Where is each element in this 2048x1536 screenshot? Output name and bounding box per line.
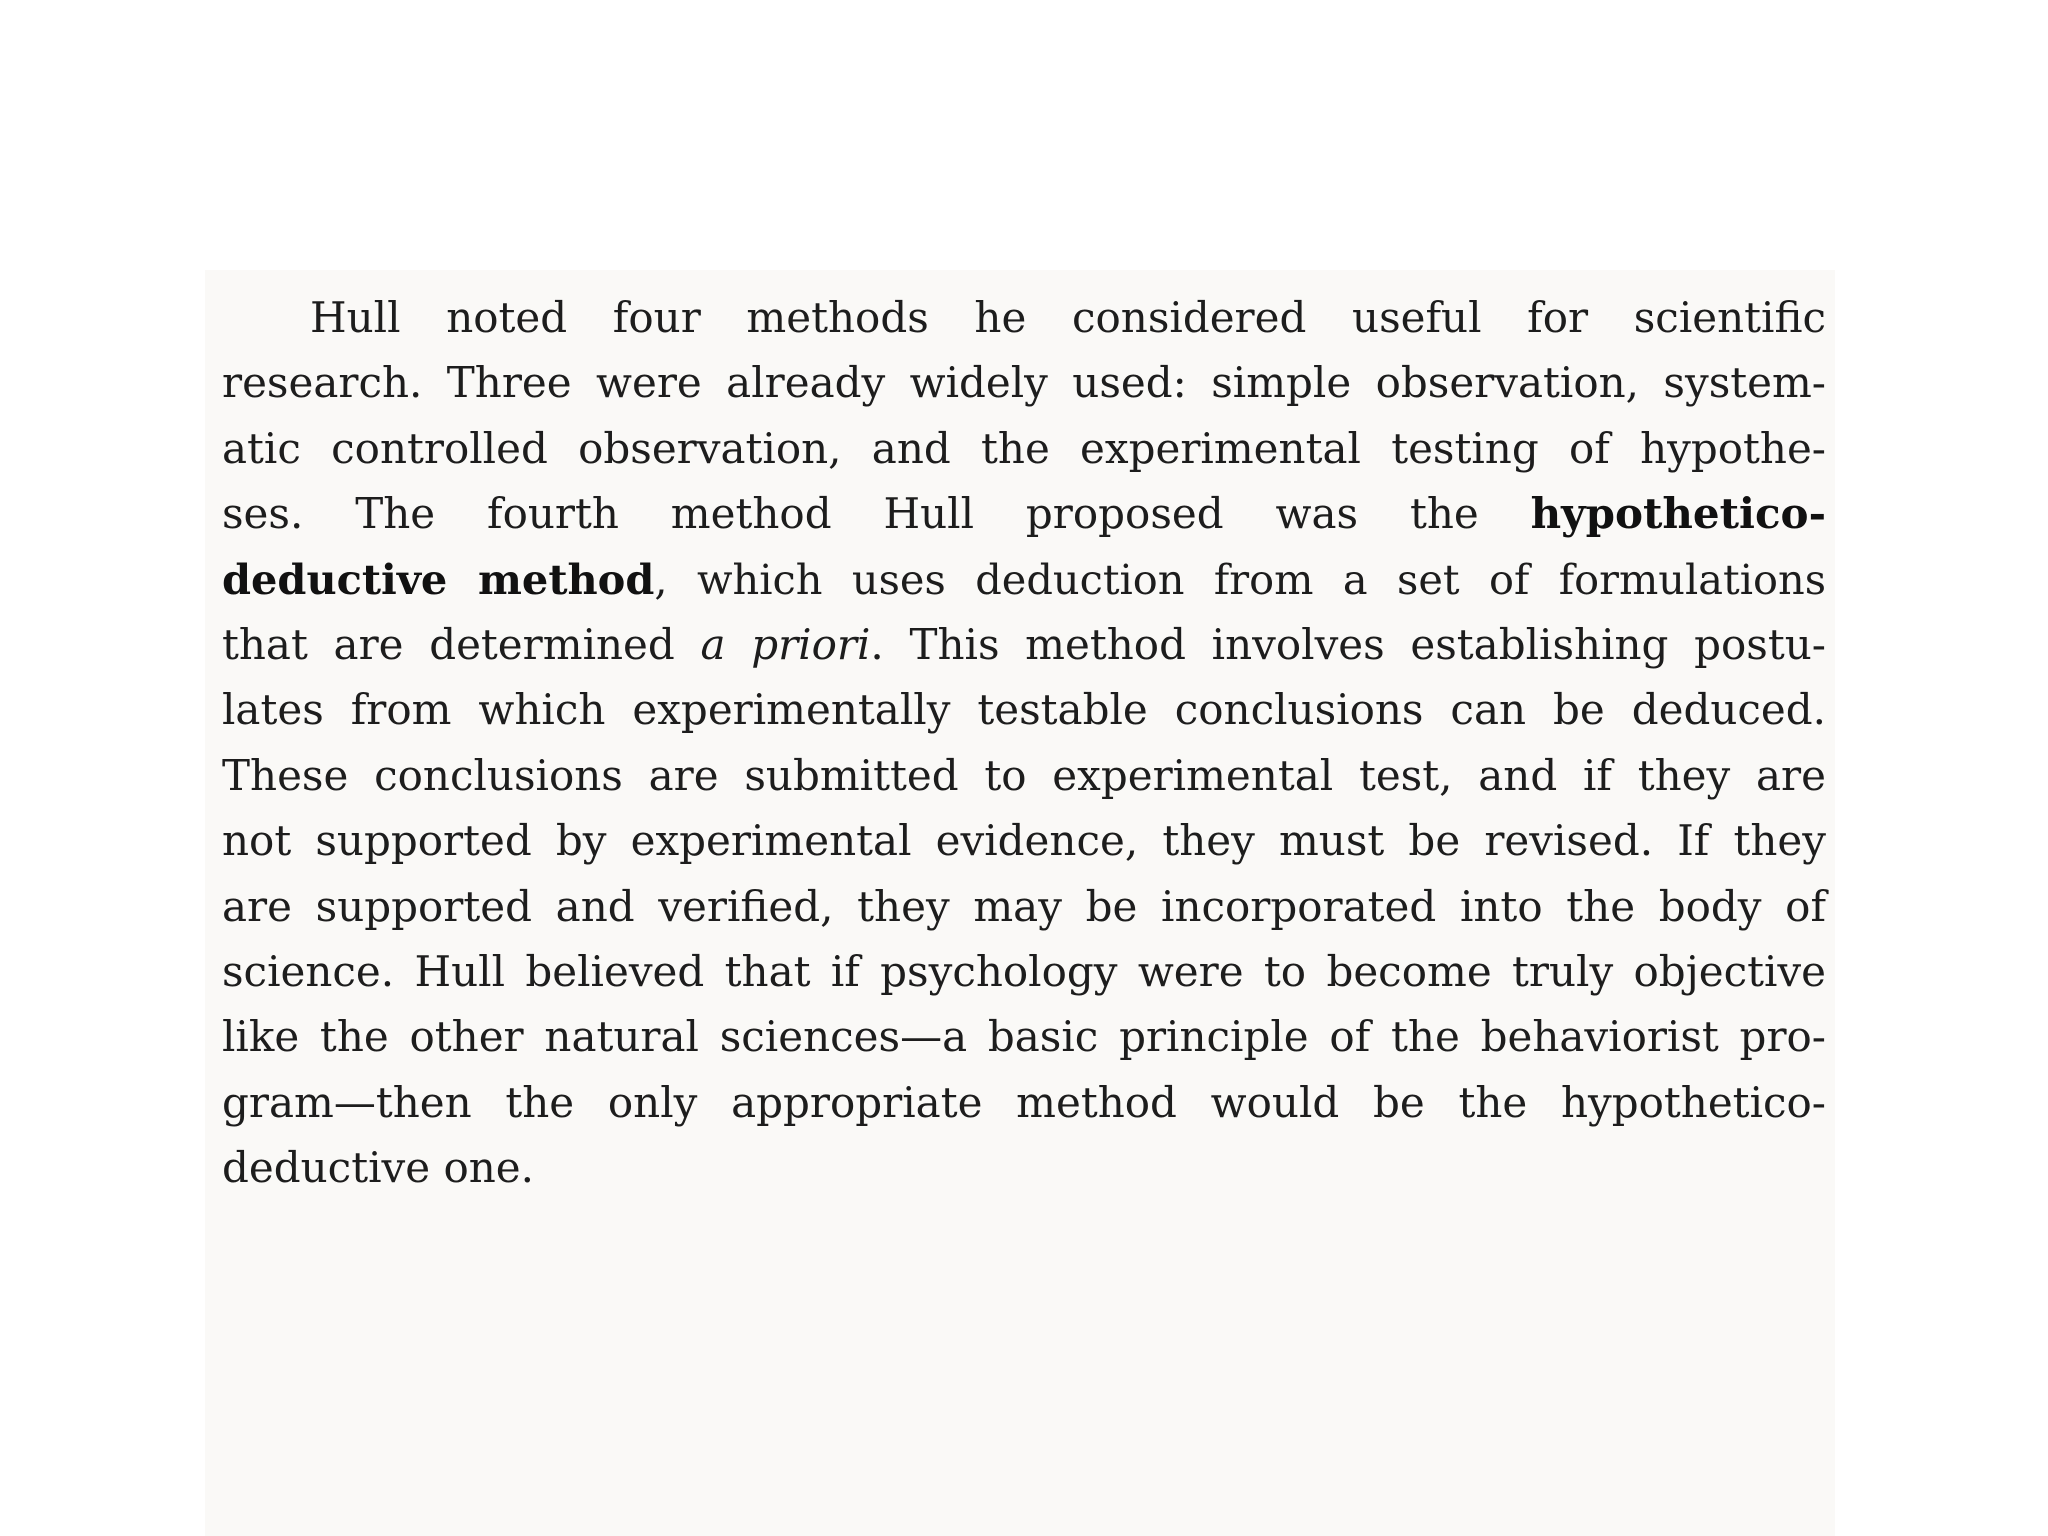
- text-line-11: science. Hull believed that if psychology were to become truly objective: [222, 946, 1826, 996]
- text-line-4-lead: ses. The fourth method Hull proposed was the: [222, 489, 1531, 539]
- text-line-5-tail: , which uses deduction from a set of formulations: [654, 554, 1826, 604]
- text-line-7: lates from which experimentally testable conclusions can be deduced.: [222, 685, 1826, 735]
- term-hypothetico-bold: hypothetico-: [1530, 489, 1826, 539]
- passage-paragraph: [222, 285, 1826, 1200]
- term-deductive-method-bold: deductive method: [222, 554, 655, 604]
- text-line-6-lead: that are determined: [222, 619, 701, 669]
- text-line-6: [222, 612, 1826, 677]
- text-line-1: Hull noted four methods he considered useful for scientific: [310, 293, 1826, 342]
- text-line-8: These conclusions are submitted to experimental test, and if they are: [222, 750, 1826, 800]
- text-line-6-tail: . This method involves establishing postu-: [870, 619, 1826, 669]
- text-line-12: like the other natural sciences—a basic principle of the behaviorist pro-: [222, 1012, 1826, 1062]
- text-line-10: are supported and verified, they may be incorporated into the body of: [222, 881, 1826, 931]
- text-line-9: not supported by experimental evidence, they must be revised. If they: [222, 816, 1826, 866]
- text-line-3: atic controlled observation, and the experimental testing of hypothe-: [222, 423, 1826, 473]
- text-line-13: gram—then the only appropriate method would be the hypothetico-: [222, 1077, 1826, 1127]
- text-line-2: research. Three were already widely used: simple observation, system-: [222, 358, 1826, 408]
- term-a-priori-italic: a priori: [700, 619, 871, 669]
- text-line-14: deductive one.: [222, 1143, 534, 1193]
- text-line-4: [222, 481, 1826, 546]
- text-line-5: [222, 547, 1826, 612]
